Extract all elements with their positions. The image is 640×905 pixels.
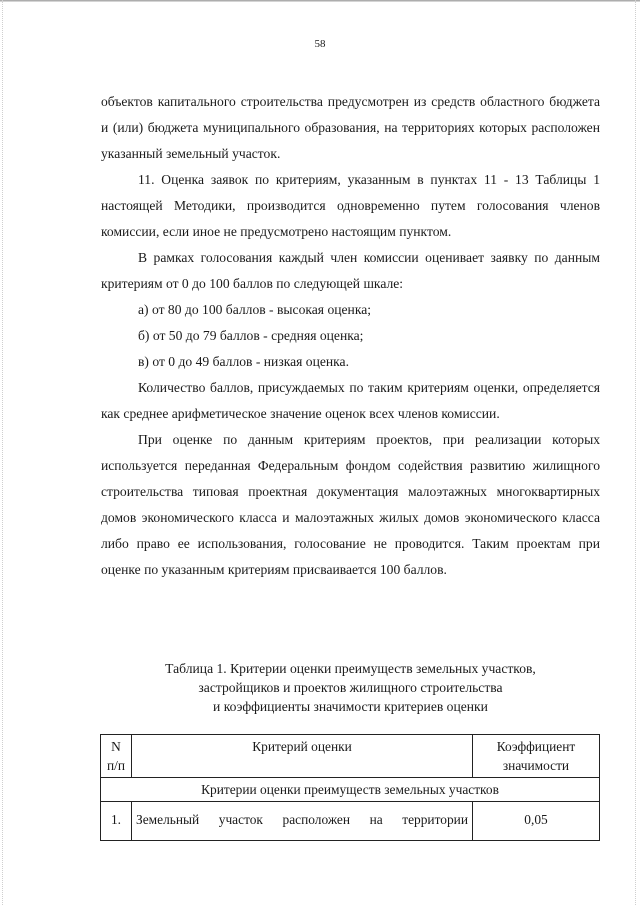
- table-row: [101, 802, 600, 841]
- row-coefficient: 0,05: [473, 802, 600, 841]
- document-body: [101, 89, 600, 583]
- header-number: [101, 735, 132, 778]
- table-caption-line: Таблица 1. Критерии оценки преимуществ земельных участков,: [165, 661, 536, 676]
- scan-right-edge: [635, 0, 637, 905]
- table-caption-line: и коэффициенты значимости критериев оценки: [213, 699, 488, 714]
- header-criterion: Критерий оценки: [132, 735, 473, 778]
- table-caption: [101, 659, 600, 716]
- criteria-table: [100, 734, 600, 841]
- header-coefficient-line2: значимости: [502, 758, 570, 773]
- header-number-line1: N: [111, 739, 121, 754]
- row-criterion: Земельный участок расположен на территории: [132, 802, 473, 841]
- table-section-row: [101, 778, 600, 802]
- table-header-row: [101, 735, 600, 778]
- section-title: Критерии оценки преимуществ земельных участков: [101, 778, 600, 802]
- header-number-line2: п/п: [106, 758, 126, 773]
- paragraph-average: Количество баллов, присуждаемых по таким критериям оценки, определяется как среднее арифметическое значение оценок всех членов комиссии.: [101, 380, 600, 421]
- header-coefficient: [473, 735, 600, 778]
- scale-item-a: а) от 80 до 100 баллов - высокая оценка;: [138, 302, 372, 317]
- scan-left-edge: [2, 0, 4, 905]
- paragraph-voting: В рамках голосования каждый член комиссии оценивает заявку по данным критериям от 0 до 100 баллов по следующей шкале:: [101, 250, 600, 291]
- header-coefficient-line1: Коэффициент: [496, 739, 576, 754]
- row-number: 1.: [101, 802, 132, 841]
- paragraph-11: 11. Оценка заявок по критериям, указанным в пунктах 11 - 13 Таблицы 1 настоящей Методики, производится одновременно путем голосования членов комиссии, если иное не предусмотрено настоящим пунктом.: [101, 172, 600, 239]
- scale-item-c: в) от 0 до 49 баллов - низкая оценка.: [138, 354, 349, 369]
- scale-item-b: б) от 50 до 79 баллов - средняя оценка;: [138, 328, 364, 343]
- paragraph-continuation: объектов капитального строительства предусмотрен из средств областного бюджета и (или) бюджета муниципального образования, на территориях которых расположен указанный земельный участок.: [101, 94, 600, 161]
- table-caption-line: застройщиков и проектов жилищного строительства: [198, 680, 503, 695]
- page-number: 58: [314, 38, 326, 50]
- scan-top-edge: [0, 0, 640, 2]
- paragraph-typical-projects: При оценке по данным критериям проектов, при реализации которых используется переданная Федеральным фондом содействия развитию жилищного строительства типовая проектная документация малоэтажных многоквартирных домов экономического класса и малоэтажных жилых домов экономического класса либо право ее использования, голосование не проводится. Таким проектам при оценке по указанным критериям присваивается 100 баллов.: [101, 432, 600, 577]
